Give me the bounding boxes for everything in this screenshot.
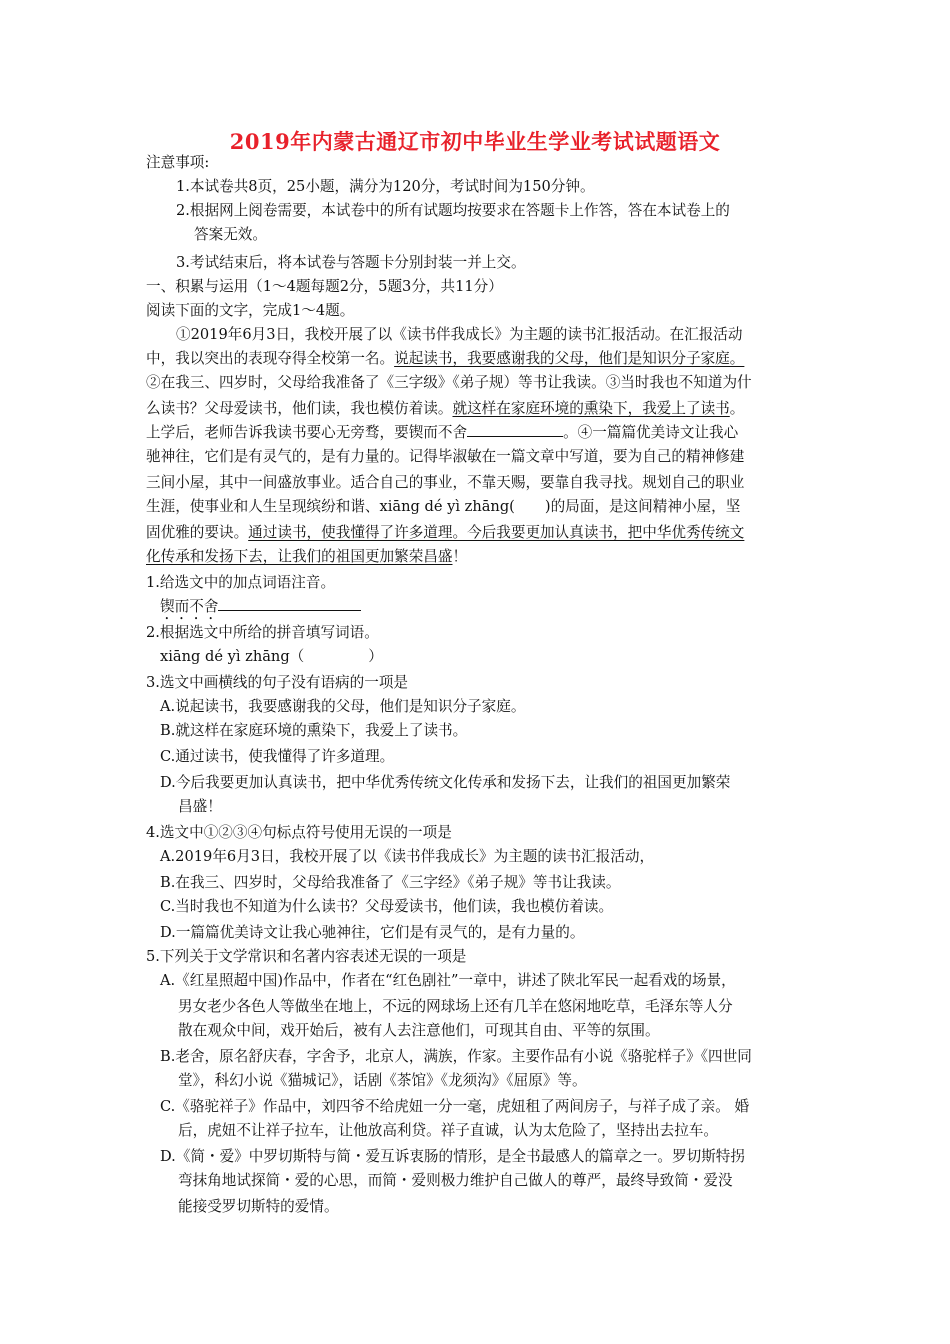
question-4-option-d: D.一篇篇优美诗文让我心驰神往，它们是有灵气的，是有力量的。 [160,924,585,941]
passage-text: ！ [452,548,468,565]
question-4-option-c: C.当时我也不知道为什么读书？父母爱读书，他们读，我也模仿着读。 [160,898,614,915]
question-2-stem: 2.根据选文中所给的拼音填写词语。 [146,624,379,641]
passage-text: 。 [729,400,745,417]
question-5-stem: 5.下列关于文学常识和名著内容表述无误的一项是 [146,948,467,965]
question-4-option-a: A.2019年6月3日，我校开展了以《读书伴我成长》为主题的读书汇报活动， [160,848,655,865]
question-5-option-c: C.《骆驼祥子》作品中，刘四爷不给虎妞一分一毫，虎妞租了两间房子，与祥子成了亲。 婚 [160,1098,750,1115]
question-5-option-a: A.《红星照超中国)作品中，作者在“红色剧社”一章中，讲述了陕北军民一起看戏的场景， [160,972,736,989]
passage-line [146,496,740,518]
passage-line: 驰神往，它们是有灵气的，是有力量的。记得毕淑敏在一篇文章中写道，要为自己的精神修建 [146,448,745,465]
answer-blank [218,596,361,611]
read-instruction: 阅读下面的文字，完成1～4题。 [146,302,355,319]
passage-text: 生涯，使事业和人生呈现缤纷和谐、xiāng dé yì zhāng( [146,498,515,515]
note-1: 1.本试卷共8页，25小题，满分为120分，考试时间为150分钟。 [176,178,595,195]
passage-text: 上学后，老师告诉我读书要心无旁骛，要锲而不舍 [146,424,468,441]
note-2: 2.根据网上阅卷需要，本试卷中的所有试题均按要求在答题卡上作答，答在本试卷上的 [176,202,730,219]
passage-text: 中，我以突出的表现夺得全校第一名。 [146,350,395,367]
question-3-stem: 3.选文中画横线的句子没有语病的一项是 [146,674,409,691]
pinyin-close: ） [368,648,383,665]
exam-title: 2019年内蒙古通辽市初中毕业生学业考试试题语文 [229,129,721,154]
question-5-option-b: B.老舍，原名舒庆春，字舍予，北京人，满族，作家。主要作品有小说《骆驼样子》《四世同 [160,1048,752,1065]
passage-line: ②在我三、四岁时，父母给我准备了《三字级》《弟子规）等书让我读。③当时我也不知道为什 [146,374,752,391]
passage-line: 三间小屋，其中一间盛放事业。适合自己的事业，不靠天赐，要靠自我寻找。规划自己的职业 [146,474,745,491]
passage-line [146,422,738,444]
question-3-option-b: B.就这样在家庭环境的熏染下，我爱上了读书。 [160,722,468,739]
question-5-option-d: D.《简・爱》中罗切斯特与简・爱互诉衷肠的情形，是全书最感人的篇章之一。罗切斯特拐 [160,1148,745,1165]
question-3-option-c: C.通过读书，使我懂得了许多道理。 [160,748,395,765]
question-4-stem: 4.选文中①②③④句标点符号使用无误的一项是 [146,824,452,841]
passage-line [146,522,744,544]
underlined-sentence-a: 说起读书，我要感谢我的父母，他们是知识分子家庭。 [394,350,745,367]
question-5-option-b-cont: 堂》，科幻小说《猫城记》，话剧《茶馆》《龙须沟》《屈原》等。 [178,1072,587,1089]
passage-line: ①2019年6月3日，我校开展了以《读书伴我成长》为主题的读书汇报活动。在汇报活动 [176,326,743,343]
question-1-stem: 1.给选文中的加点词语注音。 [146,574,336,591]
question-1-word-line [160,596,361,623]
question-3-option-d: D.今后我要更加认真读书，把中华优秀传统文化传承和发扬下去，让我们的祖国更加繁荣 [160,774,731,791]
passage-line [146,348,744,370]
question-5-option-a-cont: 男女老少各色人等做坐在地上，不远的网球场上还有几羊在悠闲地吃草，毛泽东等人分 [178,998,733,1015]
pinyin-prompt: xiāng dé yì zhāng（ [160,648,305,665]
question-5-option-d-cont: 能接受罗切斯特的爱情。 [178,1198,339,1215]
underlined-sentence-c: 通过读书，使我懂得了许多道理。今后我要更加认真读书，把中华优秀传统文 [248,524,745,541]
passage-text: 么读书？父母爱读书，他们读，我也模仿着读。 [146,400,453,417]
underlined-sentence-b: 就这样在家庭环境的熏染下，我爱上了读书 [452,400,730,417]
question-5-option-d-cont: 弯抹角地试探简・爱的心思，而简・爱则极力维护自己做人的尊严，最终导致简・爱没 [178,1172,733,1189]
passage-line [146,546,467,568]
question-5-option-c-cont: 后，虎妞不让祥子拉车，让他放高利贷。祥子直诚，认为太危险了，坚持出去拉车。 [178,1122,718,1139]
passage-text: 固优雅的要诀。 [146,524,249,541]
question-3-option-d-cont: 昌盛！ [178,798,222,815]
dotted-word: 锲而不舍 [160,598,219,615]
question-2-pinyin-line [160,646,383,668]
answer-blank [467,422,563,437]
question-4-option-b: B.在我三、四岁时，父母给我准备了《三字经》《弟子规》等书让我读。 [160,874,621,891]
passage-text: 。④一篇篇优美诗文让我心 [563,424,739,441]
notes-heading: 注意事项: [146,154,210,171]
passage-line [146,398,744,420]
underlined-sentence-d: 化传承和发扬下去，让我们的祖国更加繁荣昌盛 [146,548,453,565]
passage-text: )的局面，是这间精神小屋，坚 [544,498,741,515]
section-heading: 一、积累与运用（1～4题每题2分，5题3分，共11分） [146,278,503,295]
note-2-cont: 答案无效。 [194,226,267,243]
question-5-option-a-cont: 散在观众中间，戏开始后，被有人去注意他们，可现其自由、平等的氛围。 [178,1022,660,1039]
note-3: 3.考试结束后，将本试卷与答题卡分别封装一并上交。 [176,254,526,271]
question-3-option-a: A.说起读书，我要感谢我的父母，他们是知识分子家庭。 [160,698,526,715]
